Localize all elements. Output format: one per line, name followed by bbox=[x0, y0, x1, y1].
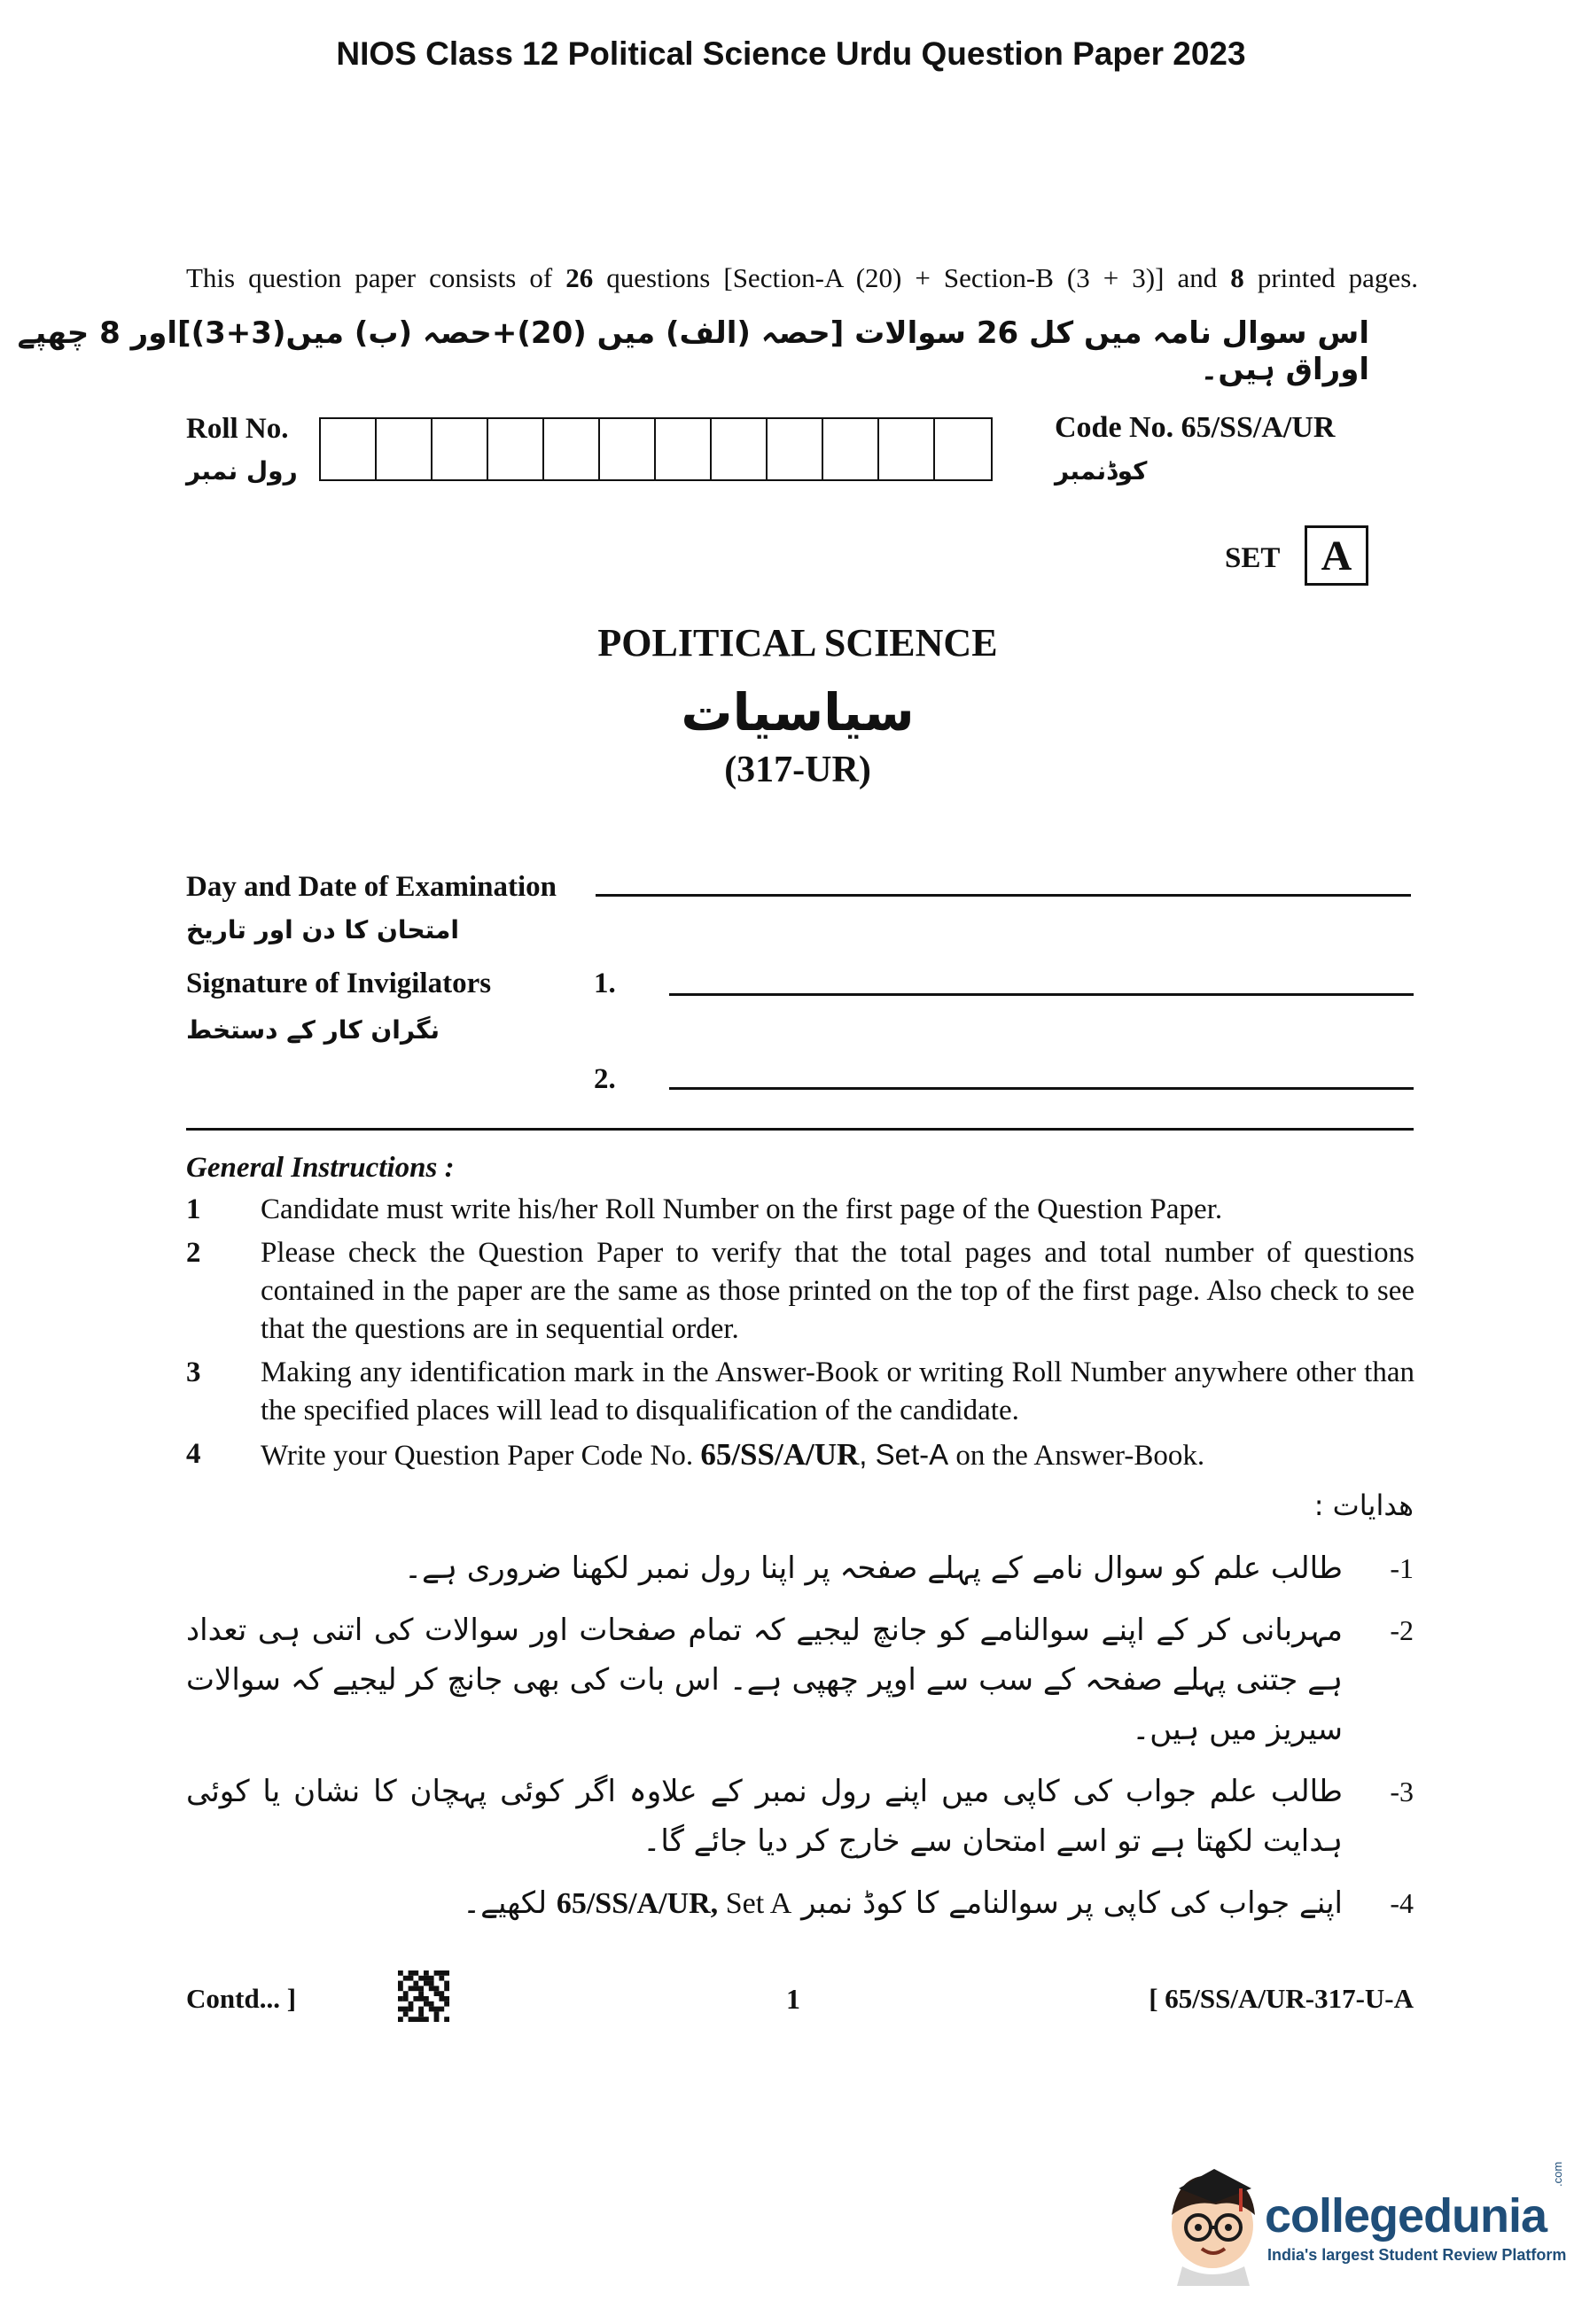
roll-number-box[interactable] bbox=[768, 419, 823, 479]
roll-number-box[interactable] bbox=[712, 419, 768, 479]
urdu-instruction-set-value: Set A bbox=[725, 1887, 792, 1920]
instruction-item bbox=[186, 1234, 1414, 1349]
urdu-instruction-item bbox=[186, 1543, 1414, 1593]
urdu-instruction-text bbox=[186, 1878, 1343, 1929]
instruction-set-value: A bbox=[929, 1438, 949, 1471]
subject-code: (317-UR) bbox=[724, 750, 871, 790]
roll-number-box[interactable] bbox=[656, 419, 712, 479]
roll-number-box[interactable] bbox=[879, 419, 935, 479]
signature-number-1: 1. bbox=[594, 968, 616, 999]
code-number: Code No. 65/SS/A/UR bbox=[1055, 411, 1336, 444]
urdu-instruction-pre: اپنے جواب کی کاپی پر سوالنامے کا کوڈ نمبر bbox=[791, 1885, 1343, 1921]
urdu-instruction-number: -1 bbox=[1390, 1552, 1414, 1584]
urdu-instruction-text: طالب علم کو سوال نامے کے پہلے صفحہ پر اپنا رول نمبر لکھنا ضروری ہے۔ bbox=[404, 1551, 1343, 1586]
urdu-instruction-post: لکھیے۔ bbox=[463, 1885, 557, 1921]
paper-composition-urdu: اس سوال نامہ میں کل 26 سوالات [حصہ (الف) میں (20)+حصہ (ب) میں(3+3)]اور 8 چھپے اوراق ہیں۔ bbox=[17, 315, 1369, 387]
roll-number-box[interactable] bbox=[600, 419, 656, 479]
general-instructions-title: General Instructions : bbox=[186, 1152, 455, 1184]
roll-number-box[interactable] bbox=[935, 419, 991, 479]
instruction-item bbox=[186, 1354, 1414, 1430]
instruction-number: 3 bbox=[186, 1356, 201, 1388]
urdu-instruction-code-value: 65/SS/A/UR, bbox=[556, 1887, 726, 1920]
roll-number-box[interactable] bbox=[488, 419, 544, 479]
instruction-paper-code: 65/SS/A/UR bbox=[700, 1437, 860, 1472]
signature-number-2: 2. bbox=[594, 1063, 616, 1095]
urdu-instructions-list bbox=[186, 1543, 1414, 1941]
collegedunia-logo-dotcom: .com bbox=[1551, 2161, 1564, 2187]
consists-post: printed pages. bbox=[1243, 262, 1419, 293]
instruction-text bbox=[261, 1435, 1414, 1475]
instruction-number: 2 bbox=[186, 1237, 201, 1269]
invigilator-signature-label-urdu: نگران کار کے دستخط bbox=[186, 1015, 440, 1045]
instruction-text: Please check the Question Paper to verify that the total pages and total number of questions contained in the paper are the same as those printed on the top of the first page. Also check to see that the questions are in sequential order. bbox=[261, 1237, 1414, 1345]
urdu-instruction-item bbox=[186, 1605, 1414, 1754]
instruction-item bbox=[186, 1435, 1414, 1475]
consists-pre: This question paper consists of bbox=[186, 262, 566, 293]
subject-title-urdu: سیاسیات bbox=[681, 682, 915, 742]
urdu-instruction-number: -3 bbox=[1390, 1776, 1414, 1807]
paper-composition-text bbox=[186, 262, 1418, 294]
roll-number-box[interactable] bbox=[321, 419, 377, 479]
instruction-text-post: on the Answer-Book. bbox=[948, 1440, 1205, 1472]
instruction-item bbox=[186, 1191, 1414, 1229]
urdu-instructions-title: ھدایات : bbox=[1313, 1488, 1414, 1522]
signature-field-1[interactable] bbox=[669, 993, 1414, 996]
instruction-text-pre: Write your Question Paper Code No. bbox=[261, 1440, 701, 1472]
urdu-instruction-code bbox=[557, 1885, 791, 1921]
subject-title: POLITICAL SCIENCE bbox=[597, 621, 998, 665]
urdu-instruction-number: -4 bbox=[1390, 1887, 1414, 1919]
consists-mid: questions [Section-A (20) + Section-B (3 + 3)] and bbox=[593, 262, 1231, 293]
roll-number-label: Roll No. bbox=[186, 413, 289, 445]
collegedunia-tagline: India's largest Student Review Platform bbox=[1267, 2246, 1567, 2264]
roll-number-label-urdu: رول نمبر bbox=[186, 456, 298, 486]
footer-paper-code: [ 65/SS/A/UR-317-U-A bbox=[1149, 1983, 1414, 2014]
roll-number-box[interactable] bbox=[823, 419, 879, 479]
section-divider bbox=[186, 1128, 1414, 1131]
question-count: 26 bbox=[565, 262, 594, 293]
set-label: SET bbox=[1225, 542, 1281, 574]
instruction-number: 1 bbox=[186, 1193, 201, 1225]
roll-number-box[interactable] bbox=[544, 419, 600, 479]
signature-field-2[interactable] bbox=[669, 1087, 1414, 1090]
exam-day-field[interactable] bbox=[596, 894, 1411, 897]
exam-day-label-urdu: امتحان کا دن اور تاریخ bbox=[186, 915, 459, 944]
urdu-instruction-number: -2 bbox=[1390, 1614, 1414, 1646]
invigilator-signature-label: Signature of Invigilators bbox=[186, 968, 492, 999]
urdu-instruction-item bbox=[186, 1767, 1414, 1866]
footer-continued: Contd... ] bbox=[186, 1983, 297, 2014]
instruction-set-label: , Set- bbox=[859, 1438, 930, 1471]
general-instructions-list bbox=[186, 1191, 1414, 1481]
collegedunia-logo-text: collegedunia bbox=[1265, 2189, 1547, 2242]
document-banner-title: NIOS Class 12 Political Science Urdu Question Paper 2023 bbox=[336, 35, 1246, 72]
exam-day-label: Day and Date of Examination bbox=[186, 871, 557, 903]
code-number-label-urdu: کوڈنمبر bbox=[1055, 456, 1148, 486]
instruction-number: 4 bbox=[186, 1438, 201, 1470]
instruction-text: Candidate must write his/her Roll Number on the first page of the Question Paper. bbox=[261, 1193, 1223, 1225]
urdu-instruction-text: مہربانی کر کے اپنے سوالنامے کو جانچ لیجیے کہ تمام صفحات اور سوالات کی اتنی ہی تعداد ہے جتنی پہلے صفحہ کے سب سے اوپر چھپی ہے۔ اس بات کی بھی جانچ کر لیجیے کہ سوالات سیریز میں ہیں۔ bbox=[186, 1613, 1343, 1747]
urdu-instruction-text: طالب علم جواب کی کاپی میں اپنے رول نمبر کے علاوہ اگر کوئی پہچان کا نشان یا کوئی ہدایت لکھتا ہے تو اسے امتحان سے خارج کر دیا جائے گا۔ bbox=[186, 1774, 1343, 1859]
roll-number-boxes[interactable] bbox=[319, 417, 993, 481]
page-number: 1 bbox=[786, 1983, 800, 2015]
instruction-text: Making any identification mark in the Answer-Book or writing Roll Number anywhere other than the specified places will lead to disqualification of the candidate. bbox=[261, 1356, 1414, 1426]
urdu-instruction-item bbox=[186, 1878, 1414, 1929]
roll-number-box[interactable] bbox=[377, 419, 433, 479]
set-value-box: A bbox=[1305, 525, 1368, 586]
page-count: 8 bbox=[1230, 262, 1244, 293]
roll-number-box[interactable] bbox=[433, 419, 488, 479]
